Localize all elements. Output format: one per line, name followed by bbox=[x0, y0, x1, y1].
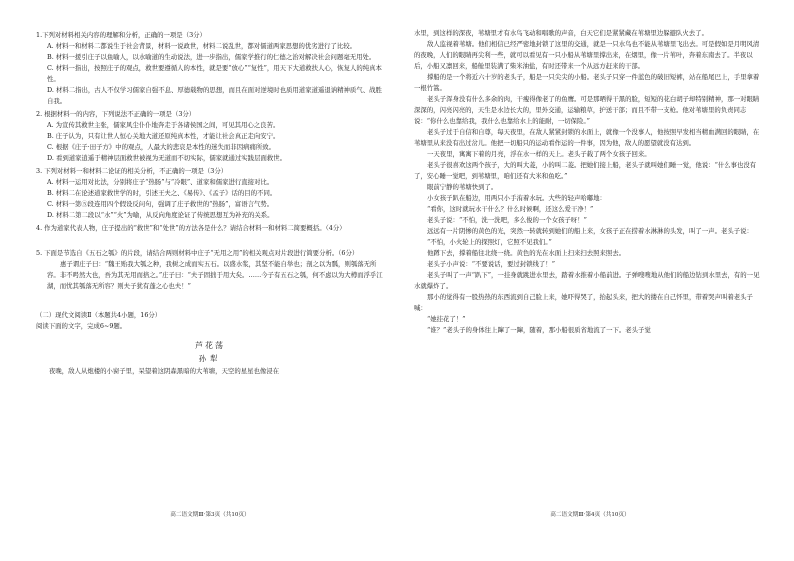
article-opening: 夜晚，敌人从炮楼的小窗子里，呆望着这阴森黑暗的大苇塘，天空的星星也像浸在 bbox=[49, 367, 280, 375]
question-3 bbox=[36, 166, 384, 221]
option-a: A. 为宣传其救世主张，儒家风尘仆仆地奔走于各诸侯国之间，可见其用心之良苦。 bbox=[47, 121, 280, 129]
option-b: B. 材料二在论述道家救世学的时，引述王夫之、《易传》、《孟子》话的目的不同。 bbox=[47, 189, 277, 197]
option-c: C. 根据《庄子·田子方》中的观点，人最大的悲哀是本性的迷失而非因病痛所致。 bbox=[47, 143, 276, 151]
article-paragraph: 那小的觉得有一股热热的东西流到自己脸上来，她吓得哭了，抬起头来，把大的搂在自己怀里，带着哭声叫着老头子喊： bbox=[414, 293, 753, 312]
option-a: A. 材料一运用对比法，分别将庄子“热肠”与“冷眼”、道家和儒家进行直接对比。 bbox=[47, 178, 274, 186]
question-1 bbox=[36, 30, 384, 107]
article-paragraph: 老头子很喜欢这两个孩子，大的叫大菱，小的叫二菱。把她们接上船，老头子就叫她们睡一觉，他说：“什么事也没有了，安心睡一觉吧，到苇塘里，咱们还有大米和鱼吃。” bbox=[414, 161, 757, 180]
article-paragraph: “看你，这时就玩水干什么？什么时候啊，还这么爱干净！” bbox=[427, 205, 594, 213]
article-paragraph: 老头子小声说：“不要说话，要过封锁线了！” bbox=[427, 260, 555, 268]
article-paragraph: 敌人监视着苇塘。他们相信已经严密地封锁了这里的交通，就是一只水鸟也不能从苇塘里飞出去。可是假如是月明风清的夜晚，人们的眼睛再尖利一些，就可以看见有一只小船从苇塘里撑出来，在烟里，像一片苇叶，奔着东南去了。半夜以后，小船又凛回来，船舱里装满了柴米油盐，有时还带来一个从远方赶来的干部。 bbox=[414, 40, 760, 70]
question-2 bbox=[36, 109, 384, 164]
excerpt-passage: 惠子谓庄子曰：“魏王贻我大瓠之种，我树之成而实五石。以盛水浆，其坚不能自举也；剖之以为瓢，则瓠落无所容。非不呺然大也，吾为其无用而掊之。”庄子曰：“夫子固拙于用大矣。……今子有五石之瓠，何不虑以为大樽而浮乎江湖，而忧其瓠落无所容？则夫子犹有蓬之心也夫！” bbox=[47, 260, 383, 290]
article-body bbox=[414, 28, 764, 336]
option-b: B. 庄子认为，只有让世人恒心关地大道还原纯真本性，才能让社会真正走向安宁。 bbox=[47, 132, 280, 140]
section-heading: （二）现代文阅读Ⅱ（本题共4小题，16分） bbox=[36, 311, 162, 319]
article-paragraph: 水里，到这样的深夜，苇塘里才有水鸟飞动和唱歌的声音，白天它们是紧紧藏在苇塘里边躲避队火去了。 bbox=[414, 29, 708, 37]
option-d: D. 看到道家逍遥于精神层面救世被视为无道而不切实际，儒家就通过实践层面救世。 bbox=[47, 154, 287, 162]
question-stem: 3. 下列对材料一和材料二论证的相关分析，不正确的一项是（3分） bbox=[36, 167, 228, 175]
right-column bbox=[414, 28, 764, 336]
option-c: C. 材料一指出，按照庄子的观点，救世要遵循人的本性，就是要“放心”“复性”，用天下大道救扶人心，恢复人的纯真本性。 bbox=[47, 64, 382, 83]
article-paragraph: 一天夜里，寓寓下着的月亮，浮在水一样的天上。老头子载了两个女孩子回来。 bbox=[427, 150, 651, 158]
article-paragraph: 他蹲下去，撑着船往北绕一绕。黄色的光在水面上扫来扫去照来照去。 bbox=[427, 249, 626, 257]
article-paragraph: 老头子叫了一声“趴下”，一挂身就跳进水里去，踏着水推着小船前进。子弹嗖嗖地从他们的船边钻到水里去，有的一见水就爆炸了。 bbox=[414, 271, 760, 290]
article-paragraph: 小女孩子趴在船边，用两只小手洧着水玩。大些的轻声哈嘟地： bbox=[427, 194, 606, 202]
article-paragraph: “谁？”老头子的身体往上蹿了一蹿，随着，那小船很质省地流了一下。老头子觉 bbox=[427, 326, 651, 334]
option-c: C. 材料一第⑤段连用四个假设反问句，强调了庄子救世的“热肠”，富语言气势。 bbox=[47, 200, 274, 208]
left-column bbox=[36, 28, 384, 377]
article-paragraph: 撑船的是一个将近六十岁的老头子，船是一只尖尖的小船。老头子只穿一件蓝色的破旧短裤，站在船尾巴上，手里拿着一根竹篙。 bbox=[414, 73, 760, 92]
question-stem: 2. 根据材料一的内容，下列说法不正确的一项是（3分） bbox=[36, 110, 196, 118]
section-instruction: 阅读下面的文字，完成6~9题。 bbox=[36, 322, 127, 330]
question-stem: 5. 下面是节选自《五石之瓠》的片段，请结合两则材料中庄子“无用之用”的相关观点对片段进行简要分析。（6分） bbox=[36, 249, 359, 257]
option-d: D. 材料二第二段以“水”“火”为喻，从反向角度论证了传统思想互为补充的关系。 bbox=[47, 211, 274, 219]
article-paragraph: “不怕，小火轮上的探照灯，它照不见我们。” bbox=[427, 238, 552, 246]
article-paragraph: “她挂花了！” bbox=[427, 315, 466, 323]
article-paragraph: 远远有一片阴惨的黄色的光，突然一转就转到她们的船上来，女孩子正在捞着水淋淋的头发，叫了一声。老头子说： bbox=[427, 227, 753, 235]
page-footer-left: 高二语文期Ⅲ·第3页（共10页） bbox=[170, 512, 250, 518]
option-d: D. 材料二指出，古人不仅学习儒家自强不息、厚德载物的思想，而且在面对逆境时也质用道家道遥退讷精神质气、战胜自我。 bbox=[47, 86, 382, 105]
article-paragraph: 老头子说：“不怕，洗一洗吧，多么俊的一个女孩子呀！” bbox=[427, 216, 587, 224]
option-a: A. 材料一和材料二都说生于社会背景，材料一说政世，材料二说乱世，都对儒道两家思想的优劣进行了比较。 bbox=[47, 42, 357, 50]
question-stem: 4. 作为道家代表人物，庄子提出的“救世”和“处世”的方法各是什么？请结合材料一和材料二简要概括。（4分） bbox=[36, 224, 346, 232]
article-paragraph: 老头子浑身没有什么多余的肉，干瘦得像老了的鱼鹰。可是那晒得干黑的脸，短短的花白胡子却特别精神，那一对眼睛深深的，闪亮闪亮的，天生是水边长大的，里外交通，运输粮草，护送干部；而且不带一支枪。他对苇塘里的负责同志说：“你什么也靠给我，我什么也靠给水上的能耐，一切保险。” bbox=[414, 95, 760, 125]
option-b: B. 材料一援引庄子以鱼喻人，以水喻道的生动说法，进一步指出，儒家学推行的仁德之治对解决社会问题毫无用处。 bbox=[47, 53, 376, 61]
question-5 bbox=[36, 248, 384, 292]
section-modern-reading bbox=[36, 310, 384, 377]
page-footer-right: 高二语文期Ⅲ·第4页（共10页） bbox=[550, 512, 630, 518]
article-title: 芦花荡 bbox=[195, 341, 225, 350]
article-paragraph: 老头子过于自信和自尊，每天夜里，在敌人紧紧封锁的水面上，就像一个没事人，他按照早发相当精血满回的眼睛，在苇塘里从来没有出过岔儿。他把一切船只的运动看作运的一件事，因为他，敌人的愿望就没有达到。 bbox=[414, 128, 760, 147]
question-4 bbox=[36, 223, 384, 234]
article-author: 孙犁 bbox=[198, 354, 222, 363]
article-paragraph: 眼前宁静的苇塘快到了。 bbox=[427, 183, 498, 191]
question-stem: 1.下列对材料相关内容的理解和分析，正确的一项是（3分） bbox=[36, 31, 206, 39]
